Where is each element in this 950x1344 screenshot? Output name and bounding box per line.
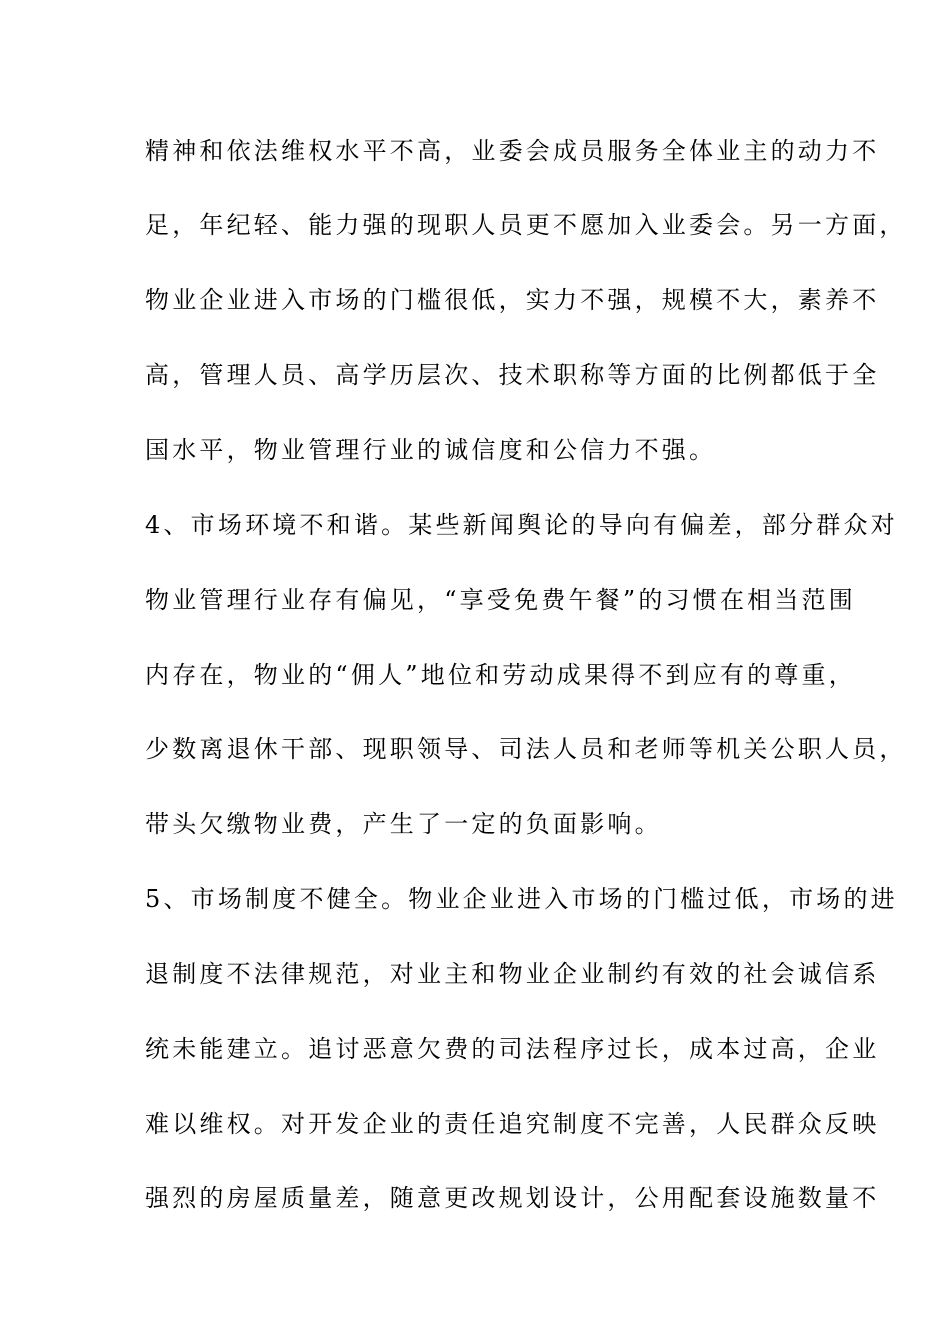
text-line-2: 足，年纪轻、能力强的现职人员更不愿加入业委会。另一方面， (145, 211, 907, 239)
text-line-14: 难以维权。对开发企业的责任追究制度不完善，人民群众反映 (145, 1110, 880, 1138)
text-line-15: 强烈的房屋质量差，随意更改规划设计，公用配套设施数量不 (145, 1184, 880, 1212)
text-line-9: 少数离退休干部、现职领导、司法人员和老师等机关公职人员， (145, 735, 907, 763)
text-line-12: 退制度不法律规范，对业主和物业企业制约有效的社会诚信系 (145, 960, 880, 988)
text-line-5: 国水平，物业管理行业的诚信度和公信力不强。 (145, 436, 717, 464)
text-line-13: 统未能建立。追讨恶意欠费的司法程序过长，成本过高，企业 (145, 1035, 880, 1063)
text-line-7: 物业管理行业存有偏见，“享受免费午餐”的习惯在相当范围 (145, 586, 856, 614)
text-line-8: 内存在，物业的“佣人”地位和劳动成果得不到应有的尊重， (145, 661, 856, 689)
text-line-6: 4、市场环境不和谐。某些新闻舆论的导向有偏差，部分群众对 (145, 511, 898, 539)
text-line-4: 高，管理人员、高学历层次、技术职称等方面的比例都低于全 (145, 361, 880, 389)
text-line-11: 5、市场制度不健全。物业企业进入市场的门槛过低，市场的进 (145, 885, 898, 913)
text-line-10: 带头欠缴物业费，产生了一定的负面影响。 (145, 810, 662, 838)
text-line-3: 物业企业进入市场的门槛很低，实力不强，规模不大，素养不 (145, 286, 880, 314)
text-line-1: 精神和依法维权水平不高，业委会成员服务全体业主的动力不 (145, 137, 880, 165)
